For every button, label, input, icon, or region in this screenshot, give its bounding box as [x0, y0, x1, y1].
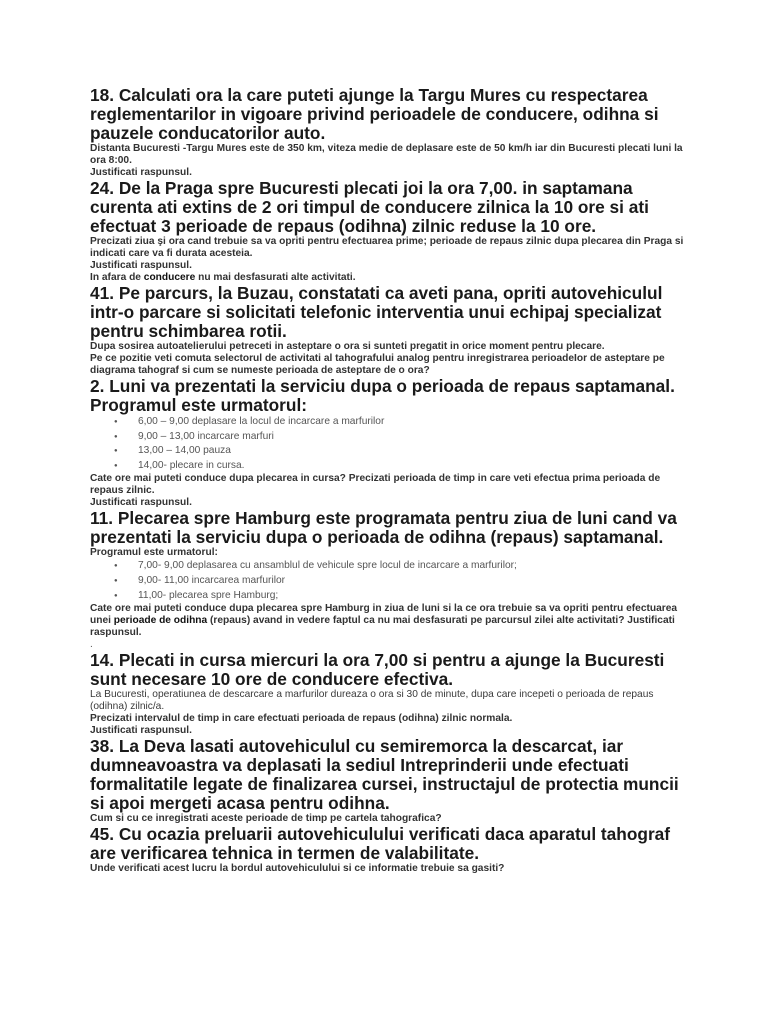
- document-page: [90, 86, 690, 875]
- question-detail: [90, 603, 690, 639]
- detail-text: Cate ore mai puteti conduce dupa plecarea spre Hamburg in ziua de luni si la ce ora trebuie sa va opriti pentru efectuarea unei: [90, 603, 678, 627]
- question-11: [90, 509, 690, 651]
- detail-text: (repaus) avand in vedere faptul ca nu mai desfasurati pe parcursul zilei alte activitati? Justificati raspunsul.: [90, 615, 675, 639]
- question-detail: Unde verificati acest lucru la bordul autovehiculului si ce informatie trebuie sa gasiti?: [90, 863, 505, 875]
- blank-line: .: [90, 639, 93, 651]
- question-2: [90, 377, 690, 509]
- question-detail: Dupa sosirea autoatelierului petreceti in asteptare o ora si sunteti pregatit in orice moment pentru plecare.: [90, 341, 605, 352]
- question-detail: Pe ce pozitie veti comuta selectorul de activitati al tahografului analog pentru inregistrarea perioadeIor de asteptare pe diagrama tahograf si cum se numeste perioada de asteptare de o ora?: [90, 353, 665, 376]
- question-45: [90, 825, 690, 875]
- question-18: [90, 86, 690, 179]
- question-title: 2. Luni va prezentati la serviciu dupa o perioada de repaus saptamanal. Programul este urmatorul:: [90, 376, 675, 415]
- list-item: ● 6,00 – 9,00 deplasare la locul de incarcare a marfurilor: [90, 415, 690, 430]
- question-detail: Justificati raspunsul.: [90, 497, 192, 509]
- question-38: [90, 737, 690, 825]
- question-detail: Justificati raspunsul.: [90, 167, 192, 178]
- list-item: ● 14,00- plecare in cursa.: [90, 459, 690, 474]
- schedule-list: [90, 559, 690, 603]
- question-detail: Justificati raspunsul.: [90, 725, 192, 737]
- list-item: ● 13,00 – 14,00 pauza: [90, 444, 690, 459]
- question-title: 45. Cu ocazia preluarii autovehiculului verificati daca aparatul tahograf are verificarea tehnica in termen de valabilitate.: [90, 824, 671, 864]
- question-41: [90, 284, 690, 377]
- question-detail: Programul este urmatorul:: [90, 547, 218, 559]
- list-item: ● 11,00- plecarea spre Hamburg;: [90, 589, 690, 604]
- schedule-list: [90, 415, 690, 473]
- question-detail: Precizati ziua şi ora cand trebuie sa va opriti pentru efectuarea prime; perioade de repaus zilnic dupa plecarea din Praga si indicati care va fi durata acesteia.: [90, 236, 684, 259]
- question-title: 41. Pe parcurs, la Buzau, constatati ca aveti pana, opriti autovehiculul intr-o parcare si solicitati telefonic interventia unui echipaj specializat pentru schimbarea rotii.: [90, 283, 663, 341]
- question-title: 11. Plecarea spre Hamburg este programata pentru ziua de luni cand va prezentati la serviciu dupa o perioada de odihna (repaus) saptamanal.: [90, 508, 677, 548]
- question-14: [90, 651, 690, 737]
- list-item: ● 9,00- 11,00 incarcarea marfurilor: [90, 574, 690, 589]
- detail-bold-text: perioade de odihna: [113, 615, 208, 627]
- list-item: ● 7,00- 9,00 deplasarea cu ansamblul de vehicule spre locul de incarcare a marfurilor;: [90, 559, 690, 574]
- question-detail: Cate ore mai puteti conduce dupa plecarea in cursa? Precizati perioada de timp in care veti efectua prima perioada de repaus zilnic.: [90, 473, 661, 497]
- detail-text: In afara de: [90, 272, 144, 283]
- question-note: La Bucuresti, operatiunea de descarcare a marfurilor dureaza o ora si 30 de minute, dupa care incepeti o perioada de repaus (odihna) zilnic/a.: [90, 689, 654, 713]
- detail-bold-text: conducere: [143, 272, 196, 283]
- detail-text: nu mai desfasurati alte activitati.: [195, 272, 356, 283]
- question-title: 18. Calculati ora la care puteti ajunge la Targu Mures cu respectarea reglementarilor in vigoare privind perioadele de conducere, odihna si pauzele conducatorilor auto.: [90, 85, 659, 143]
- question-detail: Distanta Bucuresti -Targu Mures este de 350 km, viteza medie de deplasare este de 50 km/h iar din Bucuresti plecati luni la ora 8:00.: [90, 143, 683, 166]
- list-item: ● 9,00 – 13,00 incarcare marfuri: [90, 430, 690, 445]
- question-title: 38. La Deva lasati autovehiculul cu semiremorca la descarcat, iar dumneavoastra va deplasati la sediul Intreprinderii unde efectuati formalitatile legate de finalizarea cursei, instructajul de protectia muncii si apoi mergeti acasa pentru odihna.: [90, 736, 679, 814]
- question-title: 14. Plecati in cursa miercuri la ora 7,00 si pentru a ajunge la Bucuresti sunt necesare 10 ore de conducere efectiva.: [90, 650, 665, 690]
- question-detail: Cum si cu ce inregistrati aceste perioade de timp pe cartela tahografica?: [90, 813, 442, 825]
- question-title: 24. De la Praga spre Bucuresti plecati joi la ora 7,00. in saptamana curenta ati extins de 2 ori timpul de conducere zilnica la 10 ore si ati efectuat 3 perioade de repaus (odihna) zilnic reduse la 10 ore.: [90, 178, 649, 236]
- question-detail: Precizati intervalul de timp in care efectuati perioada de repaus (odihna) zilnic normala.: [90, 713, 513, 725]
- question-detail: Justificati raspunsul.: [90, 260, 192, 271]
- question-24: [90, 179, 690, 284]
